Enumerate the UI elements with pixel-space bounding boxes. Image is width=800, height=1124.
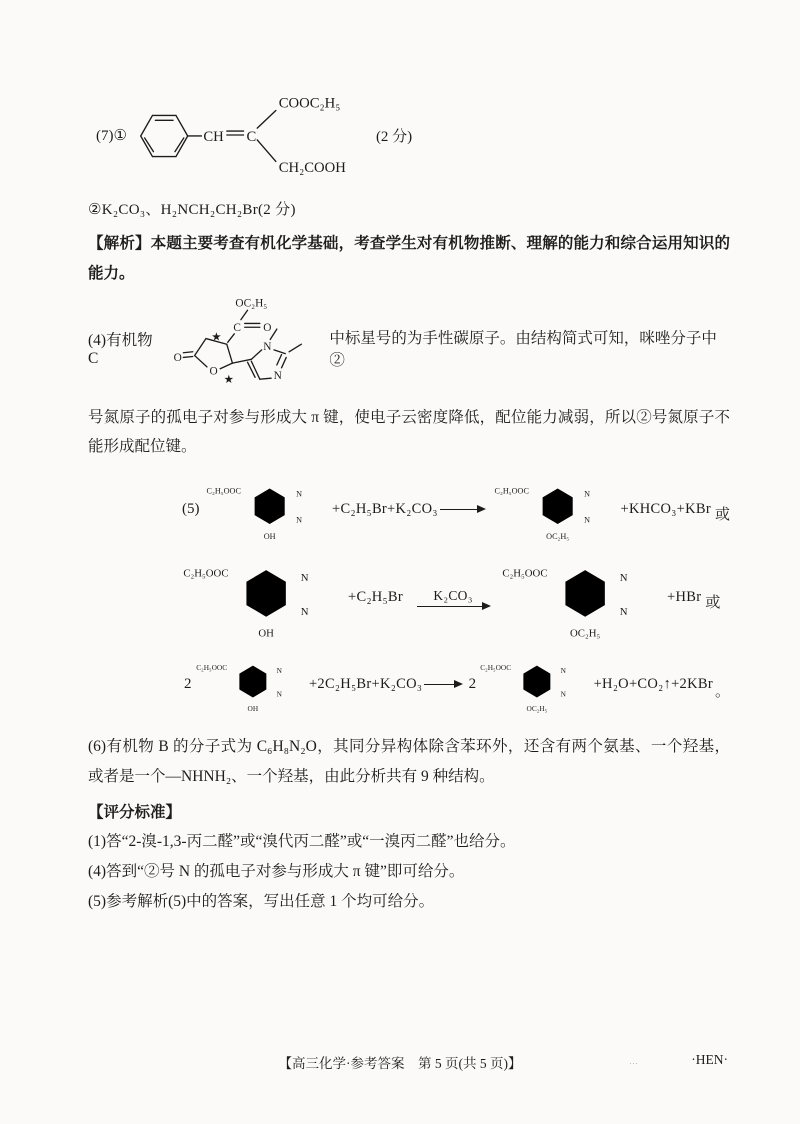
part4-row: [88, 295, 730, 401]
scoring-header: 【评分标准】: [88, 803, 182, 821]
reaction-arrow: [424, 684, 460, 685]
footer-dots: ⋯: [629, 1058, 640, 1068]
hydroxyl-label: OH: [263, 532, 276, 542]
ethoxy-label: OC₂H₅: [570, 627, 601, 640]
ester-label: C₂H₅OOC: [206, 486, 241, 496]
footer-title: 【高三化学·参考答案 第 5 页(共 5 页)】: [278, 1056, 522, 1071]
nitrogen-bottom-label: N: [295, 515, 302, 525]
benzimidazole-reactant-structure: [194, 642, 307, 726]
nitrogen-bottom-label: N: [584, 515, 591, 525]
acid-group-label: CH₂COOH: [278, 160, 346, 177]
ester-group-label: COOC₂H₅: [278, 95, 341, 112]
eq3-products: +H₂O+CO₂↑+2KBr: [593, 675, 713, 692]
answer-7-label: (7)①: [96, 127, 127, 144]
scoring-item-1: (1)答“2-溴-1,3-丙二醛”或“溴代丙二醛”或“一溴丙二醛”也给分。: [88, 833, 516, 851]
scoring-item-2: (4)答到“②号 N 的孤电子对参与形成大 π 键”即可给分。: [88, 863, 465, 880]
carbonyl-o-label: O: [263, 321, 272, 334]
chiral-star-2: ★: [223, 373, 235, 386]
reaction-arrow: [417, 606, 489, 607]
analysis-header: 【解析】: [88, 235, 151, 252]
answer-7-score: (2 分): [375, 128, 413, 145]
part4-continued-text: 号氮原子的孤电子对参与形成大 π 键，使电子云密度降低，配位能力减弱，所以②号氮原子不能形成配位键。: [88, 408, 730, 456]
part4-inline-text: 中标星号的为手性碳原子。由结构简式可知，咪唑分子中②: [329, 329, 717, 369]
ring-o-label: O: [209, 364, 218, 377]
footer-region-code: ·HEN·: [691, 1052, 728, 1067]
hydroxyl-label: OH: [247, 703, 258, 713]
carbonyl-c-label: C: [233, 321, 242, 334]
page-footer: [0, 1052, 800, 1074]
nitrogen-top-label: N: [584, 489, 591, 499]
c-label: C: [246, 128, 257, 145]
ethoxy-label: OC₂H₅: [526, 703, 548, 713]
ester-label: C₂H₅OOC: [183, 567, 229, 580]
lactone-o-label: O: [173, 351, 183, 364]
eq1-reagents: +C₂H₅Br+K₂CO₃: [332, 500, 438, 517]
benzimidazole-product-structure: [492, 466, 619, 552]
eq3-reagents: +2C₂H₅Br+K₂CO₃: [308, 675, 423, 692]
answer-7-row: [96, 80, 730, 190]
catalyzed-arrow: [417, 588, 489, 607]
equation-3: [88, 642, 730, 726]
eq2-products: +HBr: [667, 588, 702, 605]
analysis-paragraph: [88, 229, 730, 289]
analysis-intro: 本题主要考查有机化学基础，考查学生对有机物推断、理解的能力和综合运用知识的能力。: [88, 235, 730, 282]
part4-label: (4)有机物 C: [88, 331, 153, 367]
part5-label: (5): [182, 500, 200, 517]
nitrogen-top-label: N: [560, 665, 567, 675]
eq3-coefficient-right: 2: [468, 675, 477, 692]
organic-c-structure: [172, 295, 323, 401]
eq3-coefficient-left: 2: [184, 675, 192, 692]
scoring-item-3: (5)参考解析(5)中的答案，写出任意 1 个均可给分。: [88, 892, 435, 910]
eq1-products: +KHCO₃+KBr: [620, 500, 711, 517]
eq1-or: 或: [714, 506, 730, 523]
eq3-period: 。: [714, 683, 730, 700]
chiral-star-1: ★: [211, 330, 222, 343]
ethoxy-label: OC₂H₅: [546, 532, 570, 542]
nitrogen-top-label: N: [300, 571, 309, 584]
eq2-reagents: +C₂H₅Br: [348, 588, 404, 605]
equation-2: [88, 554, 730, 640]
ch-label: CH: [203, 128, 224, 145]
hydroxyl-label: OH: [258, 627, 274, 640]
styrene-derivative-structure: [127, 80, 362, 190]
ester-label: C₂H₅OOC: [480, 662, 512, 672]
benzimidazole-product-structure: [478, 642, 591, 726]
nitrogen-bottom-label: N: [560, 689, 567, 699]
nitrogen-top-label: N: [276, 665, 282, 675]
benzimidazole-product-structure: [499, 554, 665, 640]
imidazole-n3-label: N: [273, 369, 283, 382]
imidazole-n1-label: N: [263, 340, 272, 353]
part6-paragraph: (6)有机物 B 的分子式为 C₆H₈N₂O，其同分异构体除含苯环外，还含有两个氨基、一个羟基，或者是一个—NHNH₂、一个羟基，由此分析共有 9 种结构。: [88, 738, 730, 785]
nitrogen-bottom-label: N: [619, 605, 628, 618]
eq2-or: 或: [705, 594, 721, 611]
benzimidazole-reactant-structure: [180, 554, 346, 640]
nitrogen-bottom-label: N: [276, 689, 282, 699]
answer-7-2-line: ②K₂CO₃、H₂NCH₂CH₂Br(2 分): [88, 202, 296, 218]
ethoxy-top-label: OC₂H₅: [235, 296, 268, 309]
nitrogen-top-label: N: [619, 571, 628, 584]
benzimidazole-reactant-structure: [204, 466, 331, 552]
ester-label: C₂H₅OOC: [502, 567, 548, 580]
nitrogen-bottom-label: N: [300, 605, 309, 618]
ester-label: C₂H₅OOC: [494, 486, 529, 496]
reaction-arrow: [440, 509, 484, 510]
ester-label: C₂H₅OOC: [195, 662, 227, 672]
nitrogen-top-label: N: [295, 489, 302, 499]
eq2-catalyst: K₂CO₃: [433, 587, 473, 603]
equation-1: [88, 466, 730, 552]
